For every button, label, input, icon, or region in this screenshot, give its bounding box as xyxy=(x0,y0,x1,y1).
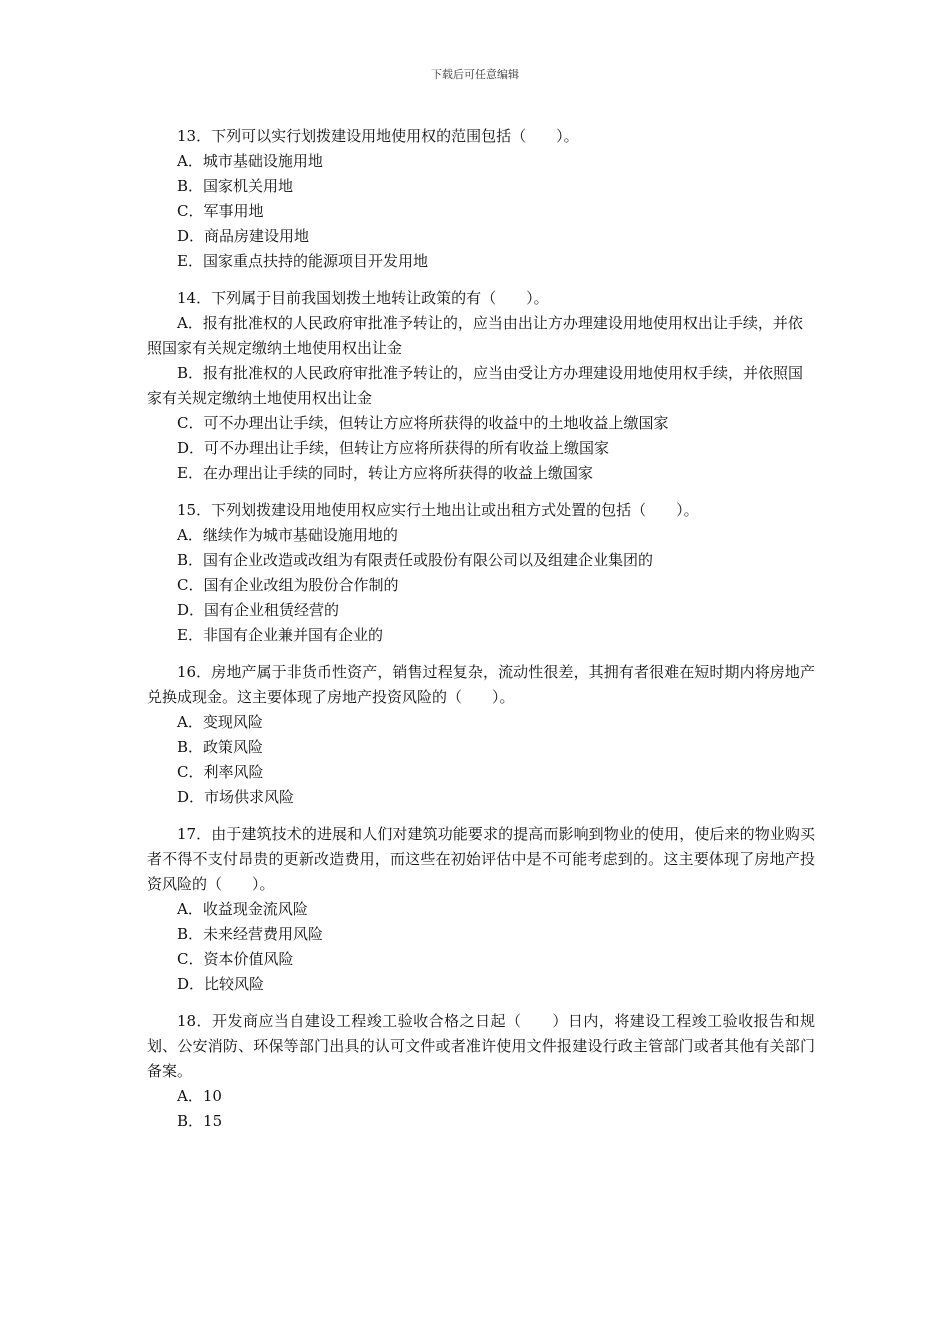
option-a: A．报有批准权的人民政府审批准予转让的，应当由出让方办理建设用地使用权出让手续，并依照国家有关规定缴纳土地使用权出让金 xyxy=(147,314,803,357)
option-e: E．国家重点扶持的能源项目开发用地 xyxy=(177,252,428,270)
question-list xyxy=(147,124,815,1146)
question-stem: 15．下列划拨建设用地使用权应实行土地出让或出租方式处置的包括（ ）。 xyxy=(177,501,699,519)
option-e: E．在办理出让手续的同时，转让方应将所获得的收益上缴国家 xyxy=(177,464,593,482)
option-e: E．非国有企业兼并国有企业的 xyxy=(177,626,383,644)
option-d: D．市场供求风险 xyxy=(177,788,295,806)
question-stem: 16．房地产属于非货币性资产，销售过程复杂，流动性很差，其拥有者很难在短时期内将房地产兑换成现金。这主要体现了房地产投资风险的（ ）。 xyxy=(147,663,815,706)
question-18 xyxy=(147,1009,815,1134)
option-b: B．15 xyxy=(177,1112,223,1130)
option-c: C．利率风险 xyxy=(177,763,264,781)
question-14 xyxy=(147,286,815,486)
option-c: C．国有企业改组为股份合作制的 xyxy=(177,576,399,594)
option-b: B．国有企业改造或改组为有限责任或股份有限公司以及组建企业集团的 xyxy=(177,551,654,569)
option-b: B．政策风险 xyxy=(177,738,264,756)
option-b: B．报有批准权的人民政府审批准予转让的，应当由受让方办理建设用地使用权手续，并依照国家有关规定缴纳土地使用权出让金 xyxy=(147,364,804,407)
option-b: B．国家机关用地 xyxy=(177,177,294,195)
option-a: A．变现风险 xyxy=(177,713,263,731)
question-stem: 14．下列属于目前我国划拨土地转让政策的有（ ）。 xyxy=(177,289,549,307)
page-header: 下载后可任意编辑 xyxy=(431,68,519,81)
option-b: B．未来经营费用风险 xyxy=(177,925,324,943)
option-a: A．10 xyxy=(177,1087,222,1105)
question-stem: 13．下列可以实行划拨建设用地使用权的范围包括（ ）。 xyxy=(177,127,579,145)
option-d: D．比较风险 xyxy=(177,975,265,993)
option-d: D．国有企业租赁经营的 xyxy=(177,601,340,619)
option-a: A．城市基础设施用地 xyxy=(177,152,323,170)
option-c: C．可不办理出让手续，但转让方应将所获得的收益中的土地收益上缴国家 xyxy=(177,414,669,432)
question-stem: 18．开发商应当自建设工程竣工验收合格之日起（ ）日内，将建设工程竣工验收报告和规划、公安消防、环保等部门出具的认可文件或者准许使用文件报建设行政主管部门或者其他有关部门备案。 xyxy=(147,1012,815,1080)
question-13 xyxy=(147,124,815,274)
option-a: A．收益现金流风险 xyxy=(177,900,308,918)
option-c: C．资本价值风险 xyxy=(177,950,294,968)
option-d: D．商品房建设用地 xyxy=(177,227,310,245)
option-d: D．可不办理出让手续，但转让方应将所获得的所有收益上缴国家 xyxy=(177,439,610,457)
question-16 xyxy=(147,660,815,810)
option-a: A．继续作为城市基础设施用地的 xyxy=(177,526,398,544)
question-15 xyxy=(147,498,815,648)
option-c: C．军事用地 xyxy=(177,202,264,220)
question-stem: 17．由于建筑技术的进展和人们对建筑功能要求的提高而影响到物业的使用，使后来的物业购买者不得不支付昂贵的更新改造费用，而这些在初始评估中是不可能考虑到的。这主要体现了房地产投资风险的（ ）。 xyxy=(147,825,815,893)
question-17 xyxy=(147,822,815,997)
